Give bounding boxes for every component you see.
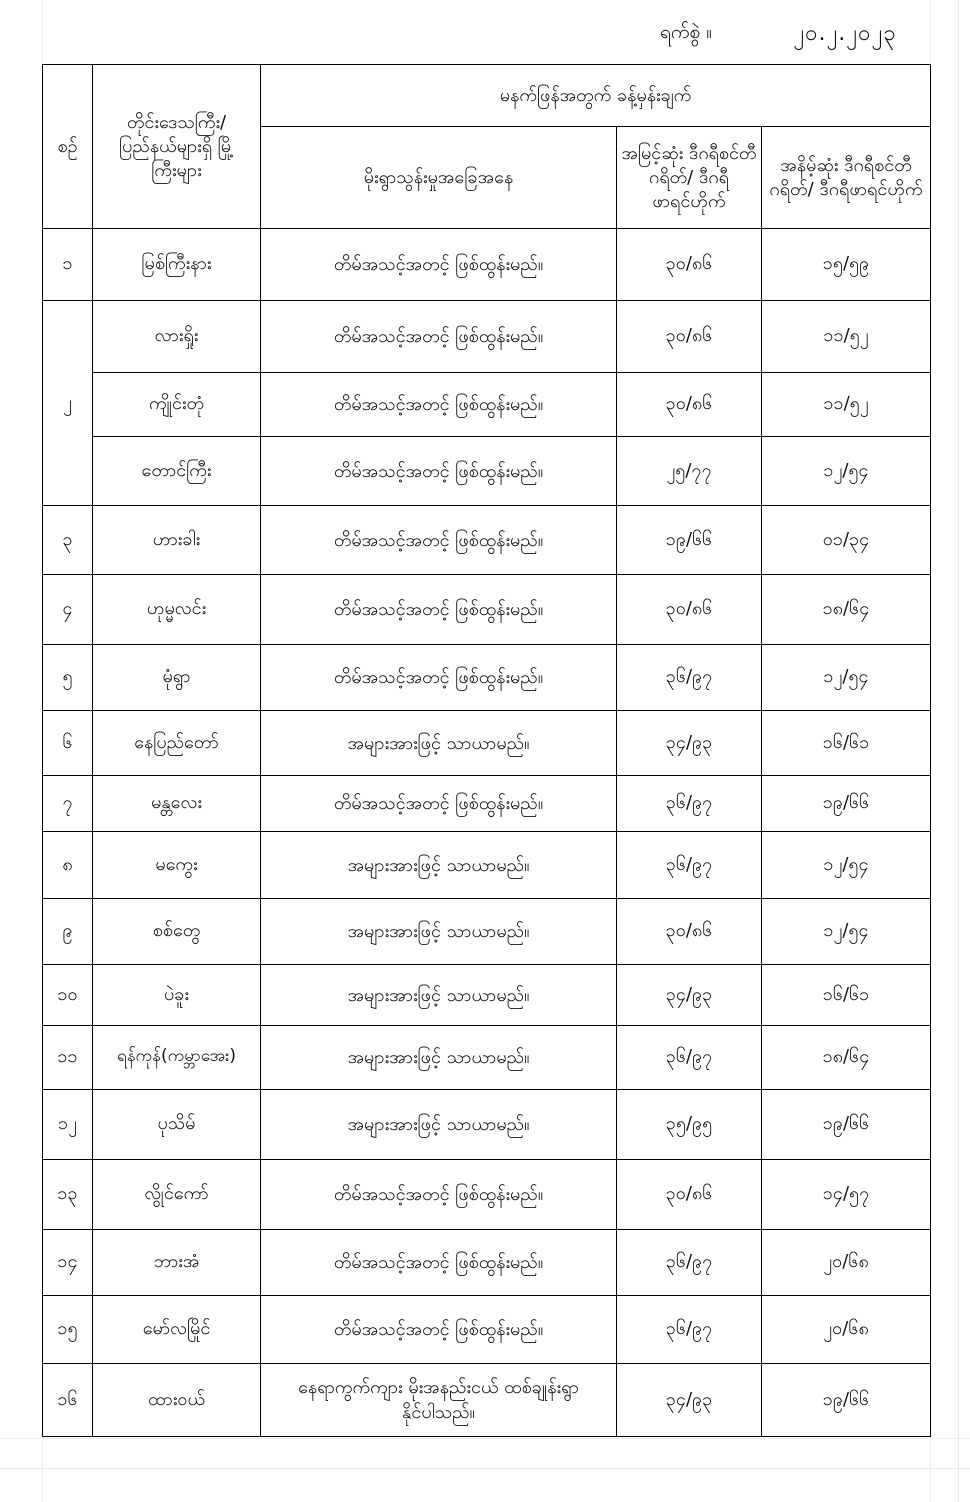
min-temp-cell: ၁၉/၆၆ [762, 1364, 931, 1437]
min-temp-cell: ၁၁/၅၂ [762, 373, 931, 437]
max-temp-cell: ၃၆/၉၇ [617, 832, 762, 899]
city-cell: မန္တလေး [93, 776, 261, 832]
serial-cell: ၇ [43, 776, 93, 832]
min-temp-cell: ၁၈/၆၄ [762, 1026, 931, 1090]
max-temp-cell: ၃၀/၈၆ [617, 899, 762, 965]
table-row [43, 1160, 931, 1230]
condition-cell: အများအားဖြင့် သာယာမည်။ [261, 899, 617, 965]
min-temp-cell: ၁၉/၆၆ [762, 1090, 931, 1160]
condition-cell: တိမ်အသင့်အတင့် ဖြစ်ထွန်းမည်။ [261, 373, 617, 437]
serial-cell: ၄ [43, 575, 93, 645]
header-serial: စဉ် [43, 65, 93, 229]
max-temp-cell: ၃၆/၉၇ [617, 776, 762, 832]
serial-cell: ၆ [43, 711, 93, 776]
city-cell: လားရှိုး [93, 301, 261, 373]
serial-cell: ၁၄ [43, 1230, 93, 1296]
condition-cell: တိမ်အသင့်အတင့် ဖြစ်ထွန်းမည်။ [261, 645, 617, 711]
table-row [43, 229, 931, 301]
table-row [43, 301, 931, 373]
table-row [43, 1364, 931, 1437]
max-temp-cell: ၃၀/၈၆ [617, 229, 762, 301]
table-row [43, 1230, 931, 1296]
table-row [43, 1090, 931, 1160]
table-row [43, 575, 931, 645]
table-row [43, 506, 931, 575]
city-cell: ကျိုင်းတုံ [93, 373, 261, 437]
condition-cell: တိမ်အသင့်အတင့် ဖြစ်ထွန်းမည်။ [261, 575, 617, 645]
serial-cell: ၁၀ [43, 965, 93, 1026]
max-temp-cell: ၃၆/၉၇ [617, 1026, 762, 1090]
min-temp-cell: ၂၀/၆၈ [762, 1296, 931, 1364]
sheet-gridline [0, 1468, 970, 1469]
condition-cell: တိမ်အသင့်အတင့် ဖြစ်ထွန်းမည်။ [261, 776, 617, 832]
header-condition: မိုးရွာသွန်းမှုအခြေအနေ [261, 127, 617, 229]
table-row [43, 965, 931, 1026]
date-line [660, 14, 930, 54]
serial-cell: ၁၅ [43, 1296, 93, 1364]
max-temp-cell: ၃၀/၈၆ [617, 373, 762, 437]
sheet-gridline [0, 1438, 970, 1439]
table-row [43, 1026, 931, 1090]
city-cell: ဟုမ္မလင်း [93, 575, 261, 645]
header-city: တိုင်းဒေသကြီး/ ပြည်နယ်များရှိ မြို့ကြီးများ [93, 65, 261, 229]
city-cell: မကွေး [93, 832, 261, 899]
condition-cell: တိမ်အသင့်အတင့် ဖြစ်ထွန်းမည်။ [261, 1160, 617, 1230]
condition-cell: နေရာကွက်ကျား မိုးအနည်းငယ် ထစ်ချုန်းရွာနိုင်ပါသည်။ [261, 1364, 617, 1437]
max-temp-cell: ၃၀/၈၆ [617, 575, 762, 645]
min-temp-cell: ၁၉/၆၆ [762, 776, 931, 832]
city-cell: ဘားအံ [93, 1230, 261, 1296]
min-temp-cell: ၁၆/၆၁ [762, 965, 931, 1026]
table-row [43, 776, 931, 832]
date-label: ရက်စွဲ ။ [660, 21, 712, 43]
max-temp-cell: ၁၉/၆၆ [617, 506, 762, 575]
table-row [43, 437, 931, 506]
serial-cell: ၁၆ [43, 1364, 93, 1437]
serial-cell: ၂ [43, 301, 93, 506]
condition-cell: တိမ်အသင့်အတင့် ဖြစ်ထွန်းမည်။ [261, 437, 617, 506]
condition-cell: အများအားဖြင့် သာယာမည်။ [261, 1026, 617, 1090]
city-cell: မြစ်ကြီးနား [93, 229, 261, 301]
condition-cell: တိမ်အသင့်အတင့် ဖြစ်ထွန်းမည်။ [261, 1296, 617, 1364]
table-row [43, 899, 931, 965]
min-temp-cell: ၁၈/၆၄ [762, 575, 931, 645]
min-temp-cell: ၁၂/၅၄ [762, 645, 931, 711]
min-temp-cell: ၀၁/၃၄ [762, 506, 931, 575]
max-temp-cell: ၃၄/၉၃ [617, 1364, 762, 1437]
city-cell: တောင်ကြီး [93, 437, 261, 506]
table-row [43, 373, 931, 437]
city-cell: နေပြည်တော် [93, 711, 261, 776]
serial-cell: ၈ [43, 832, 93, 899]
condition-cell: အများအားဖြင့် သာယာမည်။ [261, 1090, 617, 1160]
table-row [43, 645, 931, 711]
city-cell: ဟားခါး [93, 506, 261, 575]
city-cell: မော်လမြိုင် [93, 1296, 261, 1364]
condition-cell: အများအားဖြင့် သာယာမည်။ [261, 711, 617, 776]
city-cell: ထားဝယ် [93, 1364, 261, 1437]
max-temp-cell: ၃၆/၉၇ [617, 1230, 762, 1296]
serial-cell: ၃ [43, 506, 93, 575]
city-cell: ရန်ကုန်(ကမ္ဘာအေး) [93, 1026, 261, 1090]
min-temp-cell: ၁၁/၅၂ [762, 301, 931, 373]
table-row [43, 711, 931, 776]
condition-cell: တိမ်အသင့်အတင့် ဖြစ်ထွန်းမည်။ [261, 1230, 617, 1296]
max-temp-cell: ၃၀/၈၆ [617, 1160, 762, 1230]
min-temp-cell: ၁၅/၅၉ [762, 229, 931, 301]
max-temp-cell: ၃၄/၉၃ [617, 711, 762, 776]
condition-cell: အများအားဖြင့် သာယာမည်။ [261, 965, 617, 1026]
condition-cell: တိမ်အသင့်အတင့် ဖြစ်ထွန်းမည်။ [261, 301, 617, 373]
min-temp-cell: ၁၄/၅၇ [762, 1160, 931, 1230]
table-row [43, 1296, 931, 1364]
serial-cell: ၅ [43, 645, 93, 711]
min-temp-cell: ၂၀/၆၈ [762, 1230, 931, 1296]
header-forecast-group: မနက်ဖြန်အတွက် ခန့်မှန်းချက် [261, 65, 931, 127]
city-cell: ပဲခူး [93, 965, 261, 1026]
city-cell: လွိုင်ကော် [93, 1160, 261, 1230]
city-cell: ပုသိမ် [93, 1090, 261, 1160]
max-temp-cell: ၃၆/၉၇ [617, 645, 762, 711]
forecast-table [42, 64, 931, 1437]
serial-cell: ၉ [43, 899, 93, 965]
max-temp-cell: ၃၅/၉၅ [617, 1090, 762, 1160]
city-cell: စစ်တွေ [93, 899, 261, 965]
header-max-temp: အမြင့်ဆုံး ဒီဂရီစင်တီဂရိတ်/ ဒီဂရီဖာရင်ဟိုက် [617, 127, 762, 229]
city-cell: မုံရွာ [93, 645, 261, 711]
min-temp-cell: ၁၂/၅၄ [762, 899, 931, 965]
max-temp-cell: ၃၀/၈၆ [617, 301, 762, 373]
serial-cell: ၁၃ [43, 1160, 93, 1230]
max-temp-cell: ၃၆/၉၇ [617, 1296, 762, 1364]
max-temp-cell: ၂၅/၇၇ [617, 437, 762, 506]
serial-cell: ၁၂ [43, 1090, 93, 1160]
serial-cell: ၁၁ [43, 1026, 93, 1090]
condition-cell: အများအားဖြင့် သာယာမည်။ [261, 832, 617, 899]
header-min-temp: အနိမ့်ဆုံး ဒီဂရီစင်တီဂရိတ်/ ဒီဂရီဖာရင်ဟိုက် [762, 127, 931, 229]
min-temp-cell: ၁၂/၅၄ [762, 437, 931, 506]
max-temp-cell: ၃၄/၉၃ [617, 965, 762, 1026]
table-row [43, 832, 931, 899]
min-temp-cell: ၁၆/၆၁ [762, 711, 931, 776]
condition-cell: တိမ်အသင့်အတင့် ဖြစ်ထွန်းမည်။ [261, 506, 617, 575]
serial-cell: ၁ [43, 229, 93, 301]
condition-cell: တိမ်အသင့်အတင့် ဖြစ်ထွန်းမည်။ [261, 229, 617, 301]
sheet-gridline [958, 0, 959, 1502]
date-value: ၂၀.၂.၂၀၂၃ [793, 20, 897, 46]
min-temp-cell: ၁၂/၅၄ [762, 832, 931, 899]
